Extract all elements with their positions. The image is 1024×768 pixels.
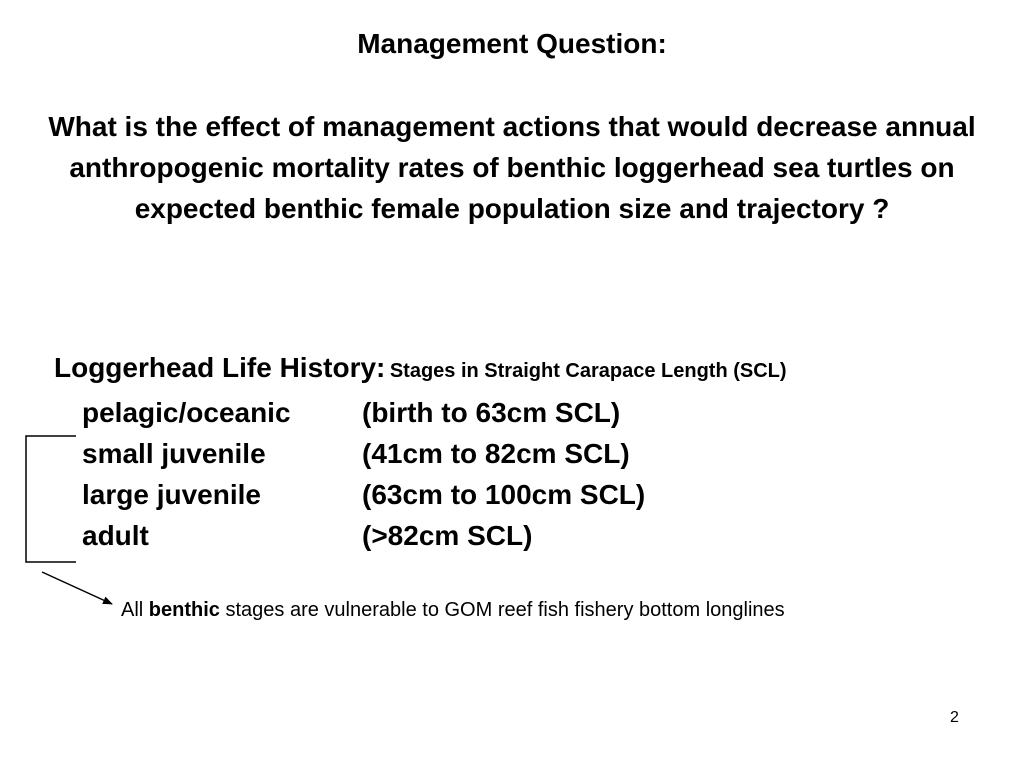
slide-title: Management Question: xyxy=(357,28,667,59)
benthic-vulnerability-note xyxy=(121,596,785,624)
bracket-line xyxy=(26,436,76,562)
stage-name: small juvenile xyxy=(82,438,266,469)
stage-name: adult xyxy=(82,520,149,551)
life-history-subtitle: Stages in Straight Carapace Length (SCL) xyxy=(389,360,787,382)
pointer-arrow xyxy=(42,572,112,604)
stage-range: (>82cm SCL) xyxy=(362,520,533,551)
page-number: 2 xyxy=(950,709,959,726)
stage-name: large juvenile xyxy=(82,479,261,510)
life-history-heading xyxy=(54,352,787,384)
stage-range: (41cm to 82cm SCL) xyxy=(362,438,630,469)
life-history-title: Loggerhead Life History: xyxy=(54,352,386,383)
stage-name: pelagic/oceanic xyxy=(82,397,291,428)
note-prefix: All xyxy=(121,599,149,621)
note-emphasis: benthic xyxy=(148,599,220,621)
management-question: What is the effect of management actions that would decrease annual anthropogenic mortality rates of benthic loggerhead sea turtles on expected benthic female population size and trajectory ? xyxy=(48,111,976,224)
stage-range: (63cm to 100cm SCL) xyxy=(362,479,646,510)
note-suffix: stages are vulnerable to GOM reef fish fishery bottom longlines xyxy=(219,599,785,621)
stage-range: (birth to 63cm SCL) xyxy=(362,397,621,428)
